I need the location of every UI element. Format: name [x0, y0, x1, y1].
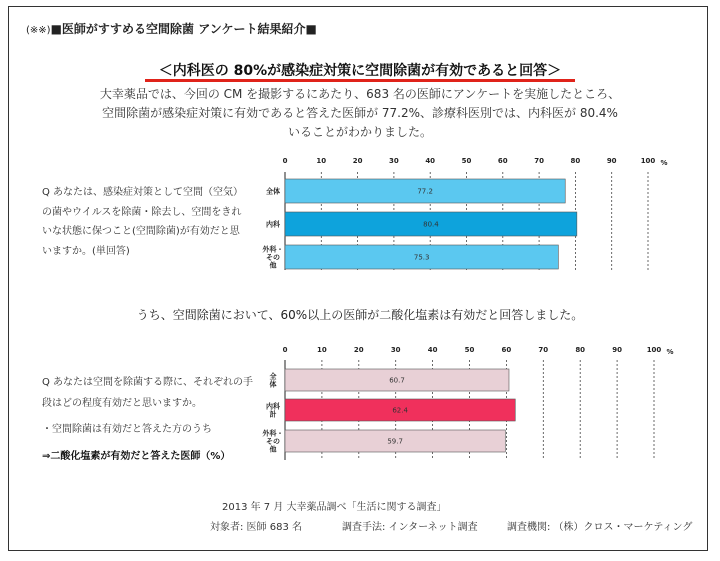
- tick-label-50: 50: [461, 157, 472, 165]
- tick-label-60: 60: [497, 157, 508, 165]
- tick-label-70: 70: [538, 346, 549, 354]
- heading-prefix: (※※): [26, 25, 51, 36]
- category-label-2: 内科: [266, 220, 280, 229]
- tick-label-0: 0: [282, 346, 288, 354]
- lead-line-2: 空間除菌が感染症対策に有効であると答えた医師が 77.2%、診療科医別では、内科医が 80.4%: [102, 106, 618, 120]
- tick-label-10: 10: [317, 346, 327, 354]
- data-label-2: 62.4: [392, 406, 408, 415]
- tick-label-60: 60: [501, 346, 512, 354]
- tick-label-10: 10: [316, 157, 327, 165]
- question-1: Q あなたは、感染症対策として空間（空気）の菌やウイルスを除菌・除去し、空間をきれいな状態に保つこと(空間除菌)が有効だと思いますか。(単回答): [42, 187, 242, 257]
- tick-label-90: 90: [612, 346, 622, 354]
- data-label-3: 75.3: [413, 253, 430, 262]
- category-label-3: 外科・その他: [262, 245, 284, 270]
- tick-label-80: 80: [575, 346, 586, 354]
- data-label-1: 60.7: [389, 376, 405, 385]
- middle-statement: うち、空間除菌において、60%以上の医師が二酸化塩素は有効だと回答しました。: [136, 308, 584, 322]
- tick-label-90: 90: [606, 157, 617, 165]
- data-label-1: 77.2: [417, 187, 433, 196]
- lead-line-1: 大幸薬品では、今回の CM を撮影するにあたり、683 名の医師にアンケートを実施したところ、: [99, 87, 621, 101]
- data-label-3: 59.7: [387, 437, 403, 446]
- tick-label-20: 20: [353, 346, 364, 354]
- tick-label-100: 100: [640, 157, 656, 165]
- tick-label-20: 20: [352, 157, 363, 165]
- tick-label-50: 50: [464, 346, 475, 354]
- question-2: Q あなたは空間を除菌する際に、それぞれの手段はどの程度有効だと思いますか。: [42, 377, 254, 409]
- tick-label-70: 70: [534, 157, 544, 165]
- footer-target: 対象者: 医師 683 名: [210, 522, 302, 533]
- axis-unit: %: [666, 348, 674, 356]
- category-label-1: 全体: [266, 187, 280, 196]
- category-label-3: 外科・その他: [262, 429, 284, 454]
- axis-unit: %: [660, 159, 668, 167]
- headline: ＜内科医の 80%が感染症対策に空間除菌が有効であると回答＞: [158, 63, 562, 79]
- lead-line-3: いることがわかりました。: [287, 125, 432, 139]
- category-label-2: 内科計: [266, 402, 280, 419]
- data-label-2: 80.4: [423, 220, 439, 229]
- heading-text: ■医師がすすめる空間除菌 アンケート結果紹介■: [50, 22, 317, 36]
- question-2-arrow: ⇒二酸化塩素が有効だと答えた医師（%）: [42, 451, 231, 462]
- category-label-1: 全体: [269, 372, 277, 389]
- tick-label-30: 30: [390, 346, 401, 354]
- tick-label-0: 0: [282, 157, 288, 165]
- tick-label-80: 80: [570, 157, 581, 165]
- tick-label-40: 40: [425, 157, 436, 165]
- question-2-note: ・空間除菌は有効だと答えた方のうち: [42, 424, 212, 435]
- tick-label-40: 40: [427, 346, 438, 354]
- tick-label-30: 30: [389, 157, 399, 165]
- footer-survey: 2013 年 7 月 大幸薬品調べ「生活に関する調査」: [222, 502, 447, 513]
- footer-agency: 調査機関: （株）クロス・マーケティング: [507, 522, 693, 533]
- tick-label-100: 100: [646, 346, 662, 354]
- footer-method: 調査手法: インターネット調査: [342, 522, 478, 533]
